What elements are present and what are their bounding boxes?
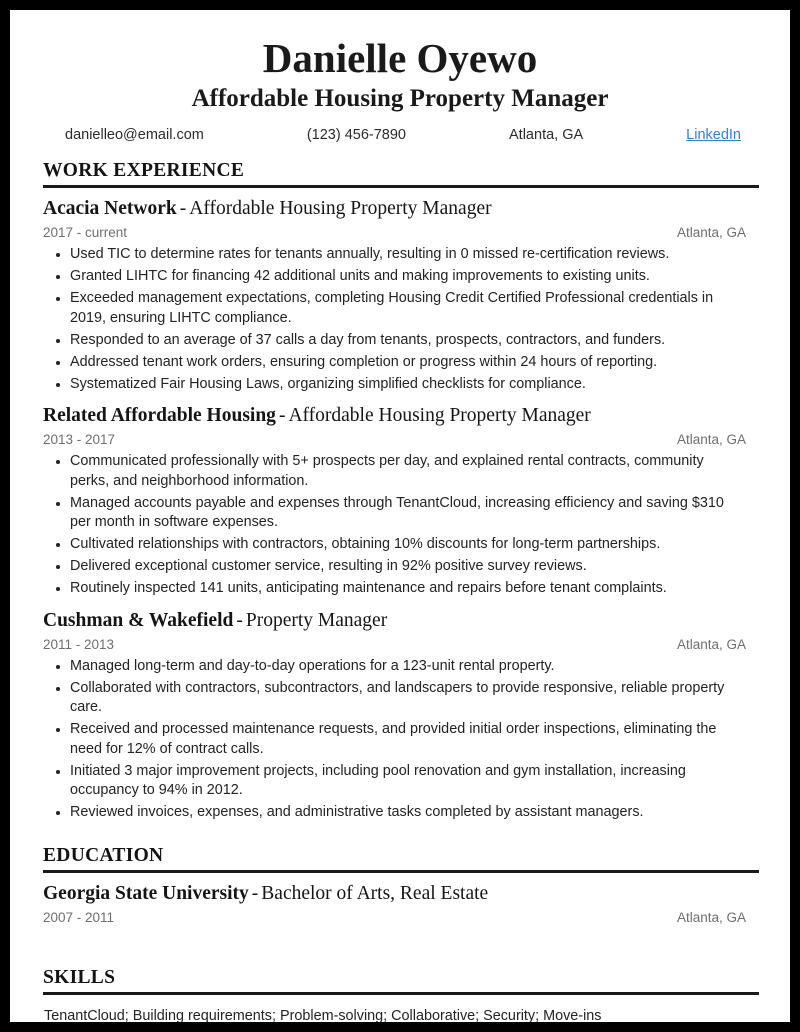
resume-page — [10, 10, 790, 1022]
section-title-work-experience: WORK EXPERIENCE — [43, 160, 245, 181]
contact-email[interactable]: danielleo@email.com — [65, 127, 204, 143]
experience-entry — [43, 404, 759, 599]
experience-meta — [43, 636, 759, 654]
heading-separator: - — [251, 882, 259, 904]
list-item: Addressed tenant work orders, ensuring completion or progress within 24 hours of reporting. — [43, 353, 759, 373]
responsibility-list — [43, 452, 759, 599]
experience-meta — [43, 431, 759, 449]
section-title-skills: SKILLS — [43, 966, 116, 988]
job-title: Affordable Housing Property Manager — [288, 405, 591, 426]
education-heading — [43, 882, 759, 906]
section-title-education: EDUCATION — [43, 844, 164, 866]
job-location: Atlanta, GA — [676, 636, 746, 652]
date-range: 2013 - 2017 — [43, 432, 116, 447]
responsibility-list — [43, 245, 759, 394]
education-meta — [43, 909, 759, 927]
school-location: Atlanta, GA — [676, 909, 746, 925]
list-item: Exceeded management expectations, completing Housing Credit Certified Professional credentials in 2019, ensuring LIHTC compliance. — [43, 289, 759, 328]
contact-phone[interactable]: (123) 456-7890 — [306, 127, 407, 143]
job-title: Affordable Housing Property Manager — [189, 198, 492, 219]
section-education — [33, 845, 767, 927]
list-item: Managed long-term and day-to-day operations for a 123-unit rental property. — [43, 657, 759, 677]
employer-name: Related Affordable Housing — [43, 405, 276, 426]
list-item: Routinely inspected 141 units, anticipating maintenance and repairs before tenant complaints. — [43, 579, 759, 599]
list-item: Granted LIHTC for financing 42 additional units and making improvements to existing units. — [43, 267, 759, 287]
date-range: 2011 - 2013 — [43, 636, 115, 652]
experience-entry — [43, 197, 759, 394]
contact-row — [33, 126, 767, 144]
section-divider — [43, 992, 759, 995]
list-item: Used TIC to determine rates for tenants annually, resulting in 0 missed re-certification reviews. — [43, 245, 759, 265]
list-item: Responded to an average of 37 calls a day from tenants, prospects, contractors, and funders. — [43, 331, 759, 351]
education-entry — [43, 882, 759, 927]
experience-heading — [43, 609, 759, 633]
list-item: Received and processed maintenance requests, and provided initial order inspections, eliminating the need for 12% of contract calls. — [43, 720, 759, 759]
list-item: Delivered exceptional customer service, resulting in 92% positive survey reviews. — [43, 557, 759, 577]
section-skills — [33, 967, 767, 1023]
skills-list: TenantCloud; Building requirements; Problem-solving; Collaborative; Security; Move-ins — [44, 1007, 602, 1022]
list-item: Collaborated with contractors, subcontractors, and landscapers to provide responsive, reliable property care. — [43, 679, 759, 718]
section-work-experience — [33, 160, 767, 823]
list-item: Initiated 3 major improvement projects, including pool renovation and gym installation, increasing occupancy to 94% in 2012. — [43, 762, 759, 801]
heading-separator: - — [278, 405, 286, 426]
experience-meta — [43, 224, 759, 242]
responsibility-list — [43, 657, 759, 823]
section-divider — [43, 870, 759, 873]
job-location: Atlanta, GA — [676, 432, 746, 447]
experience-heading — [43, 197, 759, 221]
date-range: 2007 - 2011 — [43, 909, 115, 925]
professional-headline: Affordable Housing Property Manager — [191, 85, 609, 112]
list-item: Cultivated relationships with contractors, obtaining 10% discounts for long-term partnerships. — [43, 535, 759, 555]
list-item: Systematized Fair Housing Laws, organizing simplified checklists for compliance. — [43, 375, 759, 395]
section-divider — [43, 185, 759, 188]
employer-name: Cushman & Wakefield — [43, 609, 234, 631]
school-name: Georgia State University — [43, 882, 249, 904]
employer-name: Acacia Network — [43, 198, 177, 219]
degree-name: Bachelor of Arts, Real Estate — [261, 882, 489, 904]
experience-entry — [43, 609, 759, 823]
heading-separator: - — [179, 198, 187, 219]
page-title: Danielle Oyewo — [262, 35, 538, 81]
list-item: Managed accounts payable and expenses through TenantCloud, increasing efficiency and saving $310 per month in software expenses. — [43, 494, 759, 533]
list-item: Communicated professionally with 5+ prospects per day, and explained rental contracts, community perks, and neighborhood information. — [43, 452, 759, 491]
heading-separator: - — [236, 609, 243, 631]
list-item: Reviewed invoices, expenses, and administrative tasks completed by assistant managers. — [43, 803, 759, 823]
contact-location: Atlanta, GA — [509, 127, 584, 143]
linkedin-link[interactable]: LinkedIn — [686, 127, 741, 143]
resume-header — [33, 10, 767, 144]
date-range: 2017 - current — [43, 225, 128, 240]
job-title: Property Manager — [245, 609, 388, 631]
experience-heading — [43, 404, 759, 428]
job-location: Atlanta, GA — [676, 225, 746, 240]
